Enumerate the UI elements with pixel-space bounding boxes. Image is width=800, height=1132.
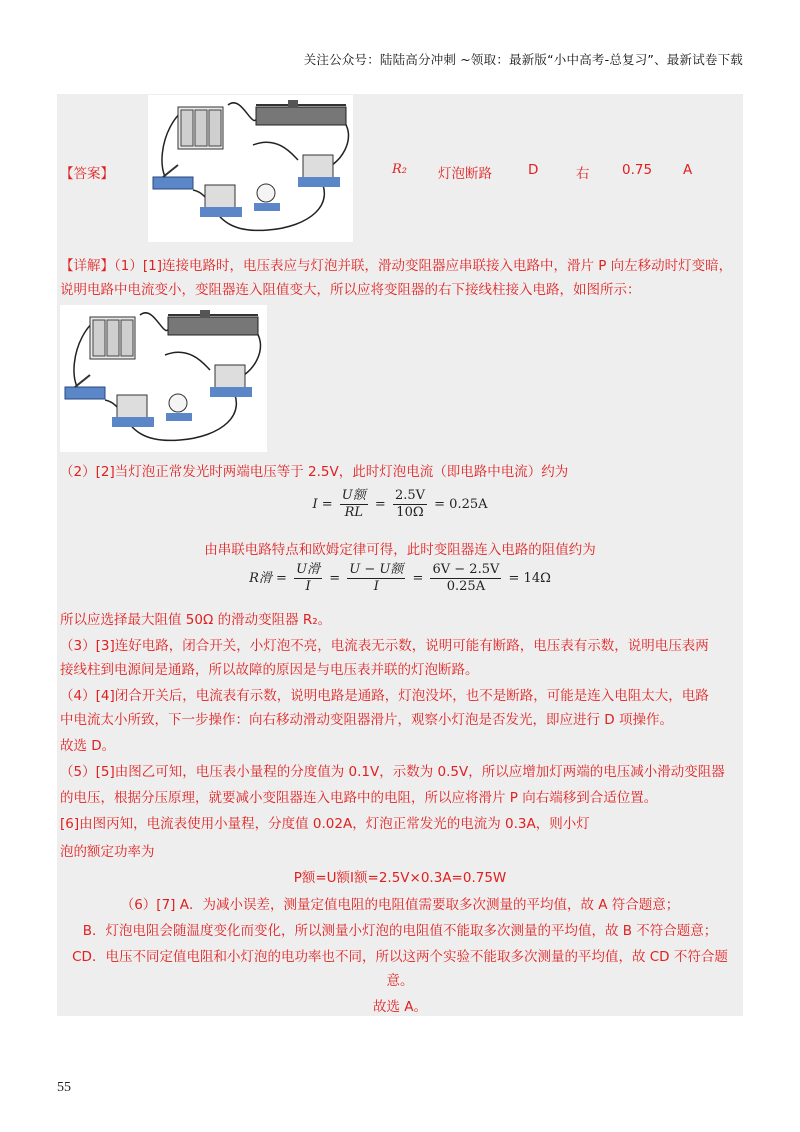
equation-power: P额=U额I额=2.5V×0.3A=0.75W <box>293 870 507 886</box>
eq2-f2-numerator: U − U额 <box>349 562 404 577</box>
detail-text: （1）[1]连接电路时，电压表应与灯泡并联，滑动变阻器应串联接入电路中，滑片 P 向左移动时灯变暗， <box>114 258 733 274</box>
detail-paragraph-1-line-1 <box>60 256 732 276</box>
page-header: 关注公众号：陆陆高分冲刺 ~领取：最新版“小中高考-总复习”、最新试卷下载 <box>303 52 743 67</box>
detail-paragraph-2-line-3: 所以应选择最大阻值 50Ω 的滑动变阻器 R₂。 <box>60 612 332 628</box>
equation-resistance: R滑 = $\frac{\text{U滑}}{I}$ = $\frac{\text{U − U额}}{I}$ = $\frac{6V - 2.5V}{0.25A}$ = 14Ω <box>249 562 551 594</box>
detail-paragraph-4-line-2: 中电流太小所致，下一步操作：向右移动滑动变阻器滑片，观察小灯泡是否发光，即应进行 D 项操作。 <box>60 712 673 728</box>
eq2-f3-numerator: 6V − 2.5V <box>432 562 500 577</box>
eq1-denominator-2: 10Ω <box>396 505 424 520</box>
detail-paragraph-6-line-5: 故选 A。 <box>372 999 428 1015</box>
answer-item-6: A <box>683 162 693 178</box>
detail-paragraph-3-line-2: 接线柱到电源间是通路，所以故障的原因是与电压表并联的灯泡断路。 <box>60 662 479 678</box>
detail-paragraph-5-line-3: [6]由图丙知，电流表使用小量程，分度值 0.02A，灯泡正常发光的电流为 0.3A，则小灯 <box>60 816 590 832</box>
detail-paragraph-5-line-2: 的电压，根据分压原理，就要减小变阻器连入电路中的电阻，所以应将滑片 P 向右端移到合适位置。 <box>60 790 658 806</box>
detail-paragraph-2-line-2: 由串联电路特点和欧姆定律可得，此时变阻器连入电路的阻值约为 <box>204 542 596 558</box>
eq2-f1-numerator: U滑 <box>296 562 321 577</box>
detail-paragraph-5-line-1: （5）[5]由图乙可知，电压表小量程的分度值为 0.1V，示数为 0.5V，所以应增加灯两端的电压减小滑动变阻器 <box>60 764 725 780</box>
detail-label: 【详解】 <box>60 258 114 274</box>
eq2-f2-denominator: I <box>373 579 379 594</box>
circuit-figure-answer <box>148 95 353 242</box>
circuit-figure-detail <box>60 305 267 452</box>
answer-item-5: 0.75 <box>622 162 653 178</box>
answer-label: 【答案】 <box>60 166 114 182</box>
answer-item-2: 灯泡断路 <box>438 166 492 182</box>
eq2-f1-denominator: I <box>305 579 311 594</box>
answer-item-4: 右 <box>576 166 590 182</box>
detail-paragraph-2-line-1: （2）[2]当灯泡正常发光时两端电压等于 2.5V，此时灯泡电流（即电路中电流）约为 <box>60 464 569 480</box>
page-number: 55 <box>57 1080 71 1095</box>
eq2-lhs: R滑 <box>249 571 272 586</box>
eq2-f3-denominator: 0.25A <box>446 579 486 594</box>
detail-paragraph-5-line-4: 泡的额定功率为 <box>60 844 155 860</box>
equation-current: I = $\frac{\text{U额}}{RL}$ = $\frac{2.5V}{10\Omega}$ = 0.25A <box>312 488 488 520</box>
detail-paragraph-4-line-1: （4）[4]闭合开关后，电流表有示数，说明电路是通路，灯泡没坏，也不是断路，可能是连入电阻太大，电路 <box>60 688 709 704</box>
answer-item-3: D <box>528 162 539 178</box>
eq1-denominator: RL <box>344 505 363 520</box>
detail-paragraph-3-line-1: （3）[3]连好电路，闭合开关，小灯泡不亮，电流表无示数，说明可能有断路，电压表有示数，说明电压表两 <box>60 638 709 654</box>
detail-paragraph-6-line-1: （6）[7] A．为减小误差，测量定值电阻的电阻值需要取多次测量的平均值，故 A 符合题意； <box>120 897 680 913</box>
detail-paragraph-1-line-2: 说明电路中电流变小，变阻器连入阻值变大，所以应将变阻器的右下接线柱接入电路，如图所示： <box>60 282 641 298</box>
eq1-result: 0.25A <box>449 497 488 512</box>
eq1-lhs: I <box>312 497 318 512</box>
detail-paragraph-6-line-2: B．灯泡电阻会随温度变化而变化，所以测量小灯泡的电阻值不能取多次测量的平均值，故 B 不符合题意； <box>82 923 718 939</box>
eq2-result: 14Ω <box>523 571 551 586</box>
eq1-numerator: U额 <box>341 488 366 503</box>
detail-paragraph-6-line-3: CD．电压不同定值电阻和小灯泡的电功率也不同，所以这两个实验不能取多次测量的平均值，故 CD 不符合题 <box>72 949 728 965</box>
detail-paragraph-4-line-3: 故选 D。 <box>60 738 116 754</box>
detail-paragraph-6-line-4: 意。 <box>386 973 414 989</box>
answer-item-1: R₂ <box>392 162 407 177</box>
eq1-numerator-2: 2.5V <box>394 488 425 503</box>
